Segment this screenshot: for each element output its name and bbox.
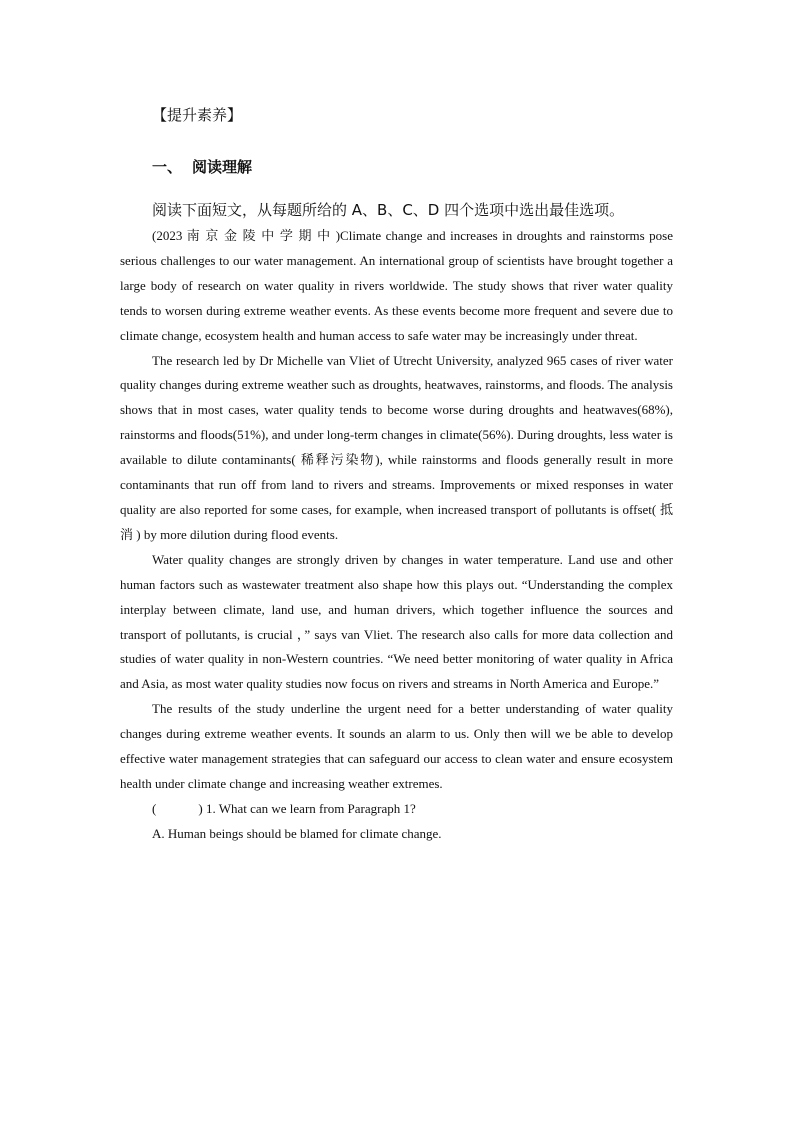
- passage-paragraph-4: The results of the study underline the urgent need for a better understanding of water quality changes during extreme weather events. It sounds an alarm to us. Only then will we be able to develop effective water management strategies that can safeguard our access to clean water and ensure ecosystem health under climate change and increasing weather extremes.: [120, 701, 673, 791]
- passage-paragraph-3: Water quality changes are strongly driven by changes in water temperature. Land use and other human factors such as wastewater treatment also shape how this plays out. “Understanding the complex interplay between climate, land use, and human drivers, which together influence the sources and transport of pollutants, is crucial ，” says van Vliet. The research also calls for more data collection and studies of water quality in non-Western countries. “We need better monitoring of water quality in Africa and Asia, as most water quality studies now focus on rivers and streams in North America and Europe.”: [120, 551, 673, 692]
- passage-paragraph-2: The research led by Dr Michelle van Vliet of Utrecht University, analyzed 965 cases of river water quality changes during extreme weather such as droughts, heatwaves, rainstorms, and floods. The analysis shows that in most cases, water quality tends to become worse during droughts and heatwaves(68%), rainstorms and floods(51%), and under long-term changes in climate(56%). During droughts, less water is available to dilute contaminants( 稀释污染物), while rainstorms and floods generally result in more contaminants that run off from land to rivers and streams. Improvements or mixed responses in water quality are also reported for some cases, for example, when increased transport of pollutants is offset( 抵消 ) by more dilution during flood events.: [120, 352, 673, 542]
- question-text: 1. What can we learn from Paragraph 1?: [205, 800, 416, 816]
- reading-passage: [120, 224, 673, 847]
- instruction-text: 阅读下面短文，从每题所给的 A、B、C、D 四个选项中选出最佳选项。: [152, 201, 625, 219]
- section-number: 一、: [152, 158, 183, 176]
- section-heading: [152, 156, 252, 178]
- section-tag: 【提升素养】: [152, 106, 243, 124]
- question-1: [120, 797, 673, 822]
- answer-open-paren: (: [152, 800, 157, 816]
- section-title: 阅读理解: [192, 158, 253, 176]
- passage-paragraph-1: (2023 南 京 金 陵 中 学 期 中 )Climate change and increases in droughts and rainstorms pose serious challenges to our water management. An international group of scientists have brought together a large body of research on water quality in rivers worldwide. The study shows that river water quality tends to worsen during extreme weather events. As these events become more frequent and severe due to climate change, ecosystem health and human access to safe water may be increasingly under threat.: [120, 228, 673, 343]
- option-a: A. Human beings should be blamed for climate change.: [152, 825, 442, 841]
- answer-close-paren: ): [198, 800, 203, 816]
